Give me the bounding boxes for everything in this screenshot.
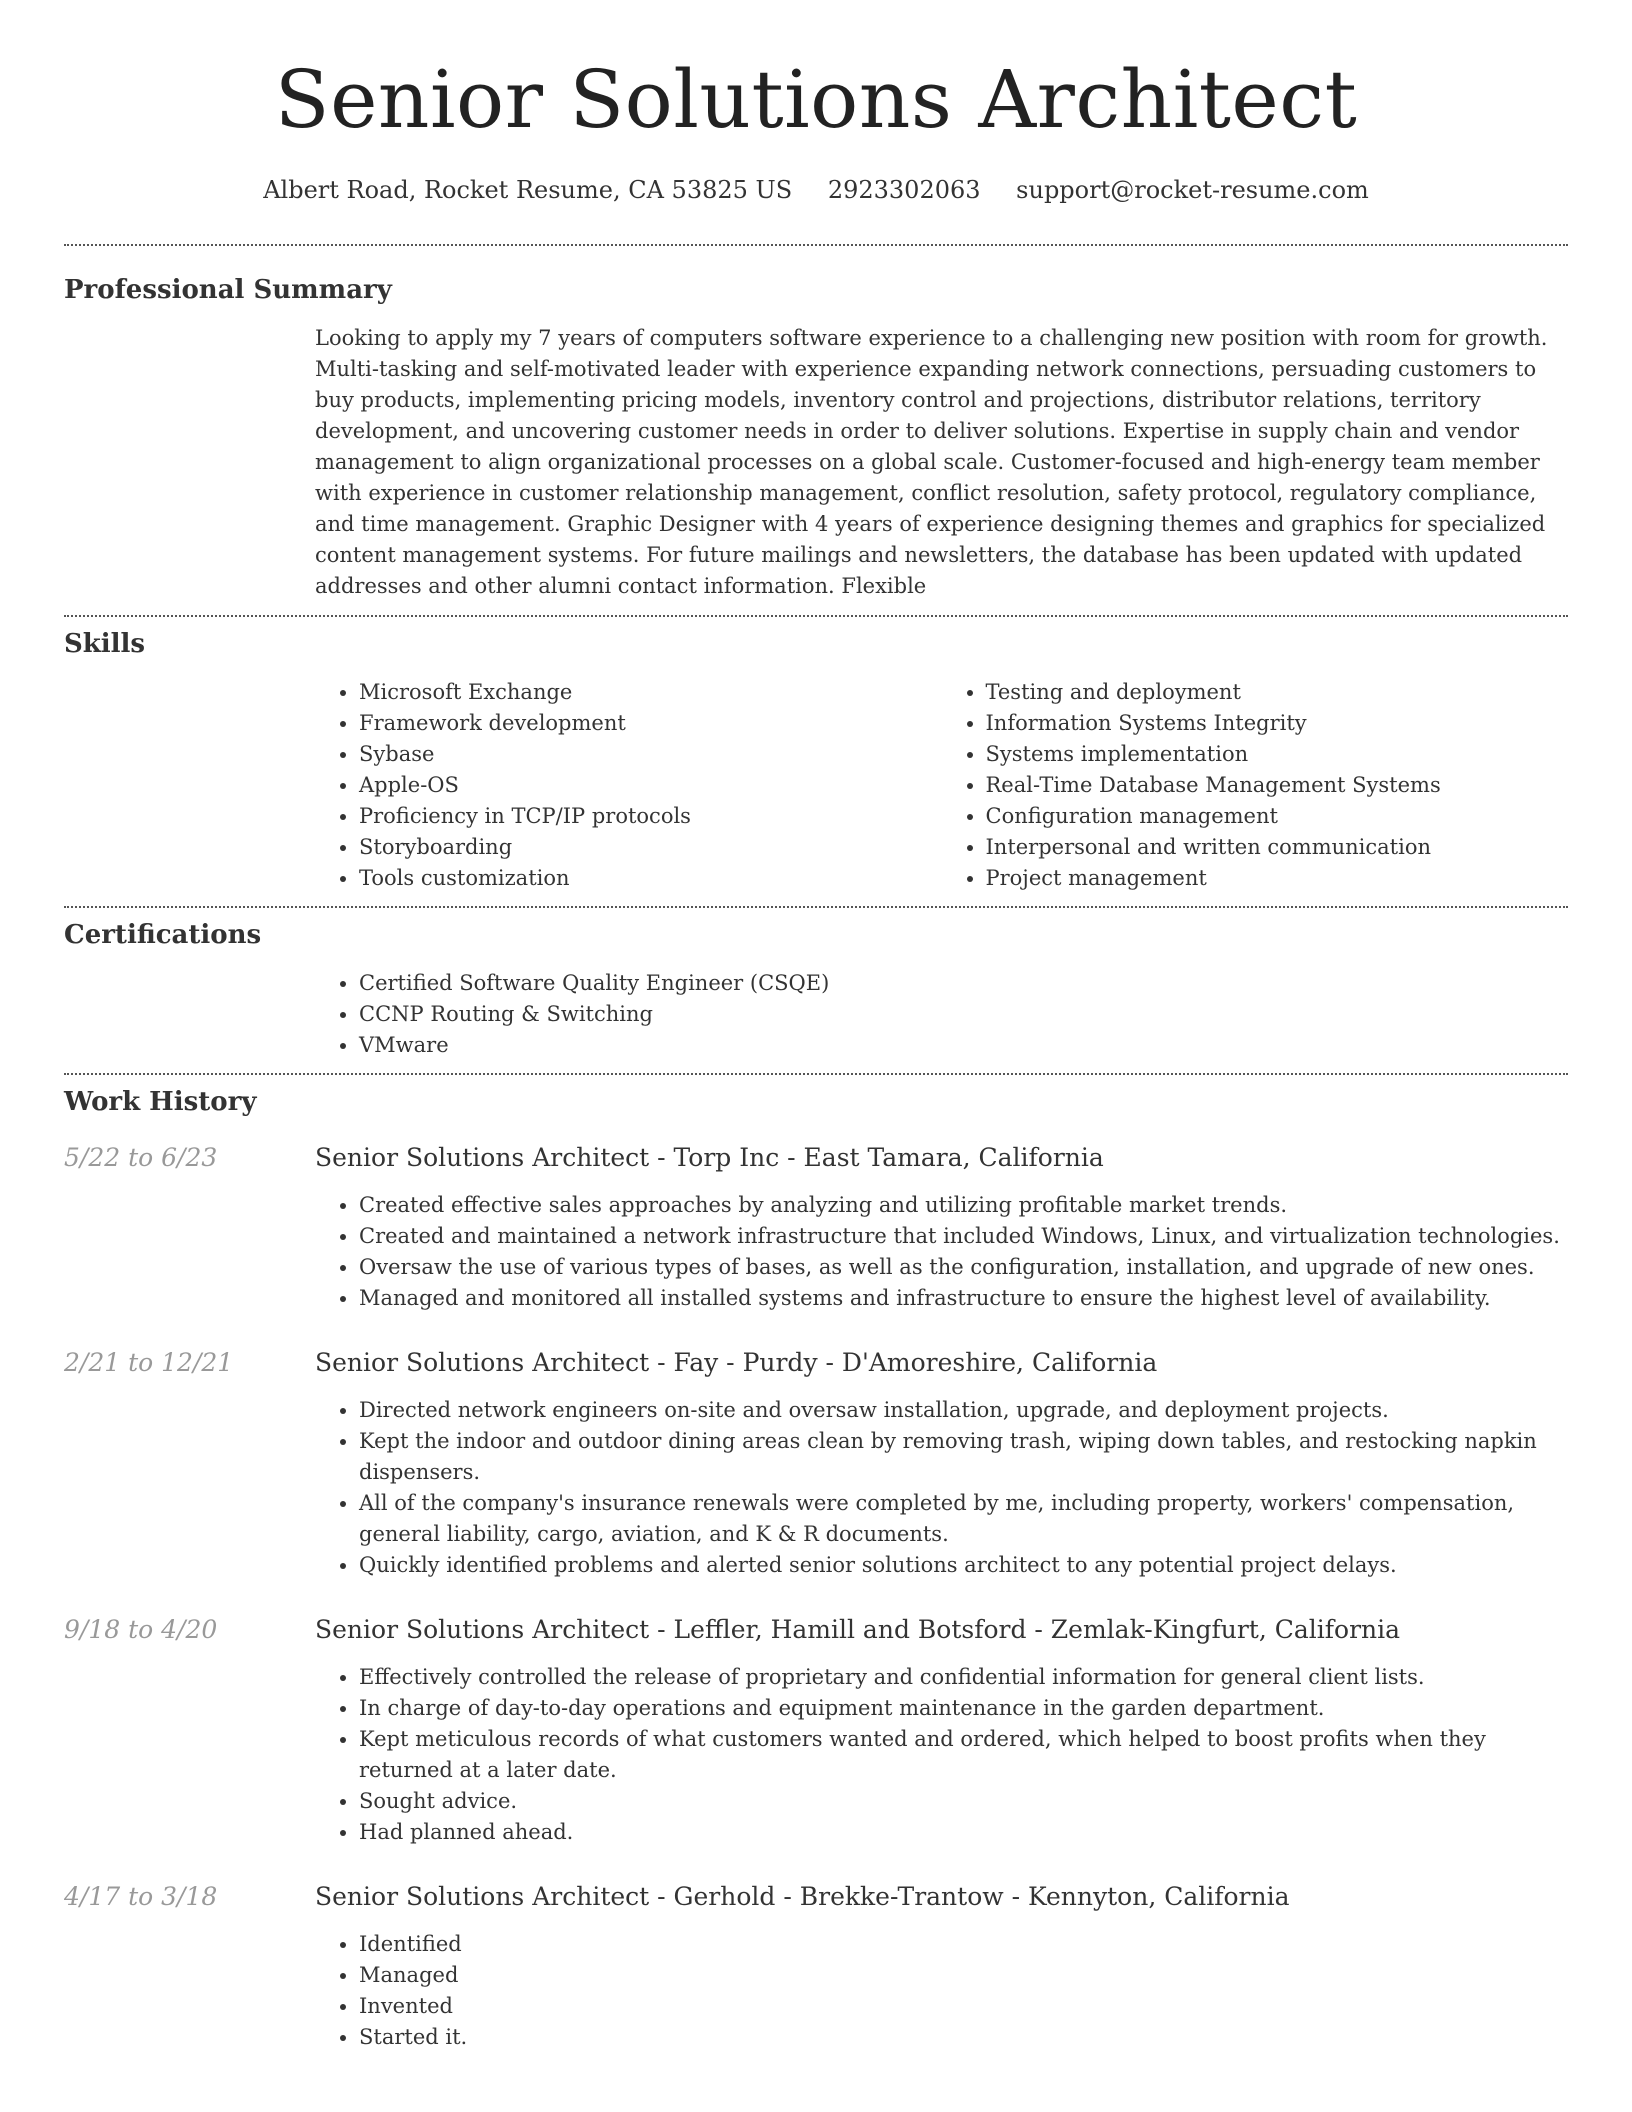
skill-item: • Interpersonal and written communication xyxy=(986,832,1569,863)
section-title-work-history: Work History xyxy=(64,1087,257,1117)
candidate-name: Senior Solutions Architect xyxy=(274,53,1358,146)
resume-page xyxy=(64,0,1568,2053)
job-bullet: • Had planned ahead. xyxy=(359,1817,1568,1848)
section-title-skills: Skills xyxy=(64,629,146,659)
skill-item: • Framework development xyxy=(359,708,942,739)
certification-item: • Certified Software Quality Engineer (CSQE) xyxy=(359,968,1568,999)
section-summary xyxy=(64,246,1568,615)
skill-item: • Proficiency in TCP/IP protocols xyxy=(359,801,942,832)
job-dates: 2/21 to 12/21 xyxy=(64,1348,234,1377)
section-title-certifications: Certifications xyxy=(64,920,262,950)
job-dates: 4/17 to 3/18 xyxy=(64,1882,218,1911)
job-bullet: • Sought advice. xyxy=(359,1786,1568,1817)
job-bullet: • Effectively controlled the release of proprietary and confidential information for general client lists. xyxy=(359,1662,1568,1693)
skill-item: • Apple-OS xyxy=(359,770,942,801)
certifications-list xyxy=(315,968,1568,1061)
job-bullet: • In charge of day-to-day operations and equipment maintenance in the garden department. xyxy=(359,1693,1568,1724)
skills-columns xyxy=(315,677,1568,894)
job-bullet: • Kept meticulous records of what customers wanted and ordered, which helped to boost profits when they returned at a later date. xyxy=(359,1724,1568,1786)
certifications-content xyxy=(315,968,1568,1061)
job-bullet: • Oversaw the use of various types of bases, as well as the configuration, installation, and upgrade of new ones. xyxy=(359,1252,1568,1283)
skill-item: • Information Systems Integrity xyxy=(986,708,1569,739)
job-bullet: • Created effective sales approaches by analyzing and utilizing profitable market trends. xyxy=(359,1190,1568,1221)
job-bullet: • Started it. xyxy=(359,2022,1568,2053)
job-bullet: • Invented xyxy=(359,1991,1568,2022)
section-work-history xyxy=(64,1075,1568,2053)
job-title: Senior Solutions Architect - Gerhold - Brekke-Trantow - Kennyton, California xyxy=(315,1882,1290,1911)
contact-address: Albert Road, Rocket Resume, CA 53825 US xyxy=(263,176,793,204)
job-bullet: • Created and maintained a network infrastructure that included Windows, Linux, and virtualization technologies. xyxy=(359,1221,1568,1252)
summary-text: Looking to apply my 7 years of computers software experience to a challenging new position with room for growth. Multi-tasking and self-motivated leader with experience expanding network connections, persuading customers to buy products, implementing pricing models, inventory control and projections, distributor relations, territory development, and uncovering customer needs in order to deliver solutions. Expertise in supply chain and vendor management to align organizational processes on a global scale. Customer-focused and high-energy team member with experience in customer relationship management, conflict resolution, safety protocol, regulatory compliance, and time management. Graphic Designer with 4 years of experience designing themes and graphics for specialized content management systems. For future mailings and newsletters, the database has been updated with updated addresses and other alumni contact information. Flexible xyxy=(315,326,1548,598)
section-certifications xyxy=(64,908,1568,1073)
job-entry xyxy=(64,1142,1568,1314)
job-entry xyxy=(64,1614,1568,1848)
skill-item: • Systems implementation xyxy=(986,739,1569,770)
skills-list-right xyxy=(942,677,1569,894)
skill-item: • Configuration management xyxy=(986,801,1569,832)
skill-item: • Microsoft Exchange xyxy=(359,677,942,708)
job-bullet: • Directed network engineers on-site and oversaw installation, upgrade, and deployment projects. xyxy=(359,1395,1568,1426)
job-bullet: • Managed and monitored all installed systems and infrastructure to ensure the highest level of availability. xyxy=(359,1283,1568,1314)
certification-item: • VMware xyxy=(359,1030,1568,1061)
job-bullets xyxy=(315,1929,1568,2053)
skill-item: • Tools customization xyxy=(359,863,942,894)
contact-phone: 2923302063 xyxy=(827,176,981,204)
job-title: Senior Solutions Architect - Leffler, Hamill and Botsford - Zemlak-Kingfurt, California xyxy=(315,1615,1401,1644)
skills-list-left xyxy=(315,677,942,894)
job-bullets xyxy=(315,1662,1568,1848)
job-entry xyxy=(64,1347,1568,1581)
resume-header xyxy=(64,0,1568,206)
job-dates: 5/22 to 6/23 xyxy=(64,1143,218,1172)
job-bullets xyxy=(315,1190,1568,1314)
job-bullet: • Quickly identified problems and alerted senior solutions architect to any potential project delays. xyxy=(359,1550,1568,1581)
job-bullet: • All of the company's insurance renewals were completed by me, including property, workers' compensation, general liability, cargo, aviation, and K & R documents. xyxy=(359,1488,1568,1550)
section-skills xyxy=(64,617,1568,906)
job-bullet: • Identified xyxy=(359,1929,1568,1960)
skill-item: • Sybase xyxy=(359,739,942,770)
skill-item: • Project management xyxy=(986,863,1569,894)
job-dates: 9/18 to 4/20 xyxy=(64,1615,218,1644)
skill-item: • Real-Time Database Management Systems xyxy=(986,770,1569,801)
job-title: Senior Solutions Architect - Torp Inc - East Tamara, California xyxy=(315,1143,1104,1172)
job-bullet: • Kept the indoor and outdoor dining areas clean by removing trash, wiping down tables, and restocking napkin dispensers. xyxy=(359,1426,1568,1488)
contact-line xyxy=(64,174,1568,206)
certification-item: • CCNP Routing & Switching xyxy=(359,999,1568,1030)
job-bullets xyxy=(315,1395,1568,1581)
skill-item: • Storyboarding xyxy=(359,832,942,863)
job-bullet: • Managed xyxy=(359,1960,1568,1991)
section-title-summary: Professional Summary xyxy=(64,275,392,305)
job-title: Senior Solutions Architect - Fay - Purdy - D'Amoreshire, California xyxy=(315,1348,1158,1377)
skill-item: • Testing and deployment xyxy=(986,677,1569,708)
job-entry xyxy=(64,1881,1568,2053)
contact-email: support@rocket-resume.com xyxy=(1016,176,1369,204)
